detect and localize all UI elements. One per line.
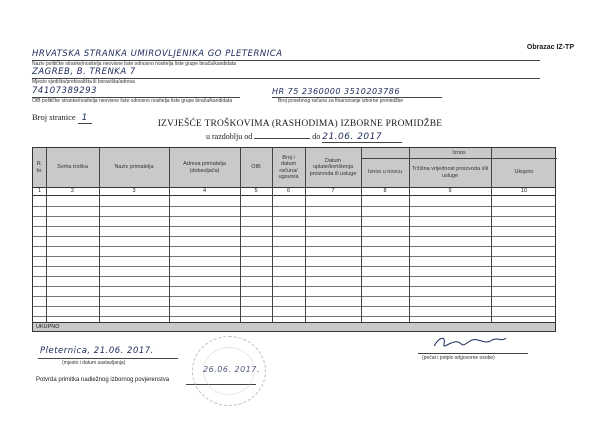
- party-name-caption: Naziv političke stranke/nositelja neovisne liste odnosno nositelja liste grupe birača/kandidata: [32, 61, 237, 67]
- report-period: [206, 130, 402, 143]
- col-header-invoice: Broj i datum računa/ ugovora: [278, 154, 299, 180]
- party-seat-value: ZAGREB, B. TRENKA 7: [32, 67, 540, 79]
- col-header-oib: OIB: [251, 164, 261, 171]
- place-date-value: Pleternica, 21.06. 2017.: [40, 346, 154, 356]
- col-header-payment-date: Datum uplate/korištenja proizvoda ili usluge: [309, 157, 357, 177]
- place-date-caption: (mjesto i datum sastavljanja): [62, 360, 126, 366]
- col-number: 3: [132, 188, 136, 194]
- col-header-cash: Iznos u novcu: [368, 169, 402, 176]
- col-number: 9: [448, 188, 452, 194]
- col-number: 7: [331, 188, 335, 194]
- col-number: 5: [254, 188, 258, 194]
- page-number-value: 1: [78, 113, 92, 124]
- total-row: [33, 322, 555, 331]
- period-to-label: do: [312, 132, 321, 141]
- period-to-value: 21.06. 2017: [322, 132, 402, 143]
- col-number: 8: [383, 188, 387, 194]
- period-from-label: u razdoblju od: [206, 132, 253, 141]
- col-number: 4: [202, 188, 207, 194]
- receipt-label: Potvrda primitka nadležnog izbornog povjerenstva: [36, 377, 170, 383]
- party-seat-caption: Mjesto sjedišta/prebivališta ili boravišta/adresa: [32, 79, 135, 85]
- party-oib-caption: OIB političke stranke/nositelja neovisne liste odnosno nositelja liste grupe birača/kandidata: [32, 98, 233, 104]
- col-header-total: Ukupno: [514, 169, 534, 176]
- party-oib-value: 74107389293: [32, 86, 240, 98]
- stamp-date: 26.06. 2017.: [203, 365, 260, 374]
- account-value: HR 75 2360000 3510203786: [272, 86, 442, 98]
- col-header-recipient: Naziv primatelja: [114, 164, 154, 171]
- signature-caption: (pečat i potpis odgovorne osobe): [422, 355, 495, 361]
- report-title: IZVJEŠĆE TROŠKOVIMA (RASHODIMA) IZBORNE PROMIDŽBE: [157, 119, 443, 129]
- col-number: 6: [286, 188, 291, 194]
- expense-table: [32, 147, 556, 332]
- col-number: 1: [37, 188, 42, 194]
- col-number: 10: [520, 188, 528, 194]
- col-number: 2: [70, 188, 75, 194]
- receipt-stamp: [192, 336, 266, 406]
- signature: [430, 332, 510, 352]
- col-header-address: Adresa primatelja (dobavljača): [183, 161, 226, 174]
- total-label: UKUPNO: [36, 324, 60, 330]
- col-header-market-value: Tržišna vrijednost proizvoda i/ili usluge: [411, 166, 489, 179]
- col-header-purpose: Svrha troška: [57, 164, 88, 171]
- col-header-group-amount: Iznos: [452, 149, 466, 156]
- signature-scribble: [430, 332, 510, 352]
- account-caption: Broj posebnog računa za financiranje izborne promidžbe: [278, 98, 404, 104]
- party-name-value: HRVATSKA STRANKA UMIROVLJENIKA GO PLETERNICA: [32, 49, 540, 61]
- period-from-value: [254, 130, 310, 139]
- col-header-rbr: R. br.: [36, 161, 43, 174]
- page-number-label: Broj stranice: [32, 112, 76, 122]
- page-number: [32, 112, 92, 124]
- form-code: Obrazac IZ-TP: [526, 44, 574, 51]
